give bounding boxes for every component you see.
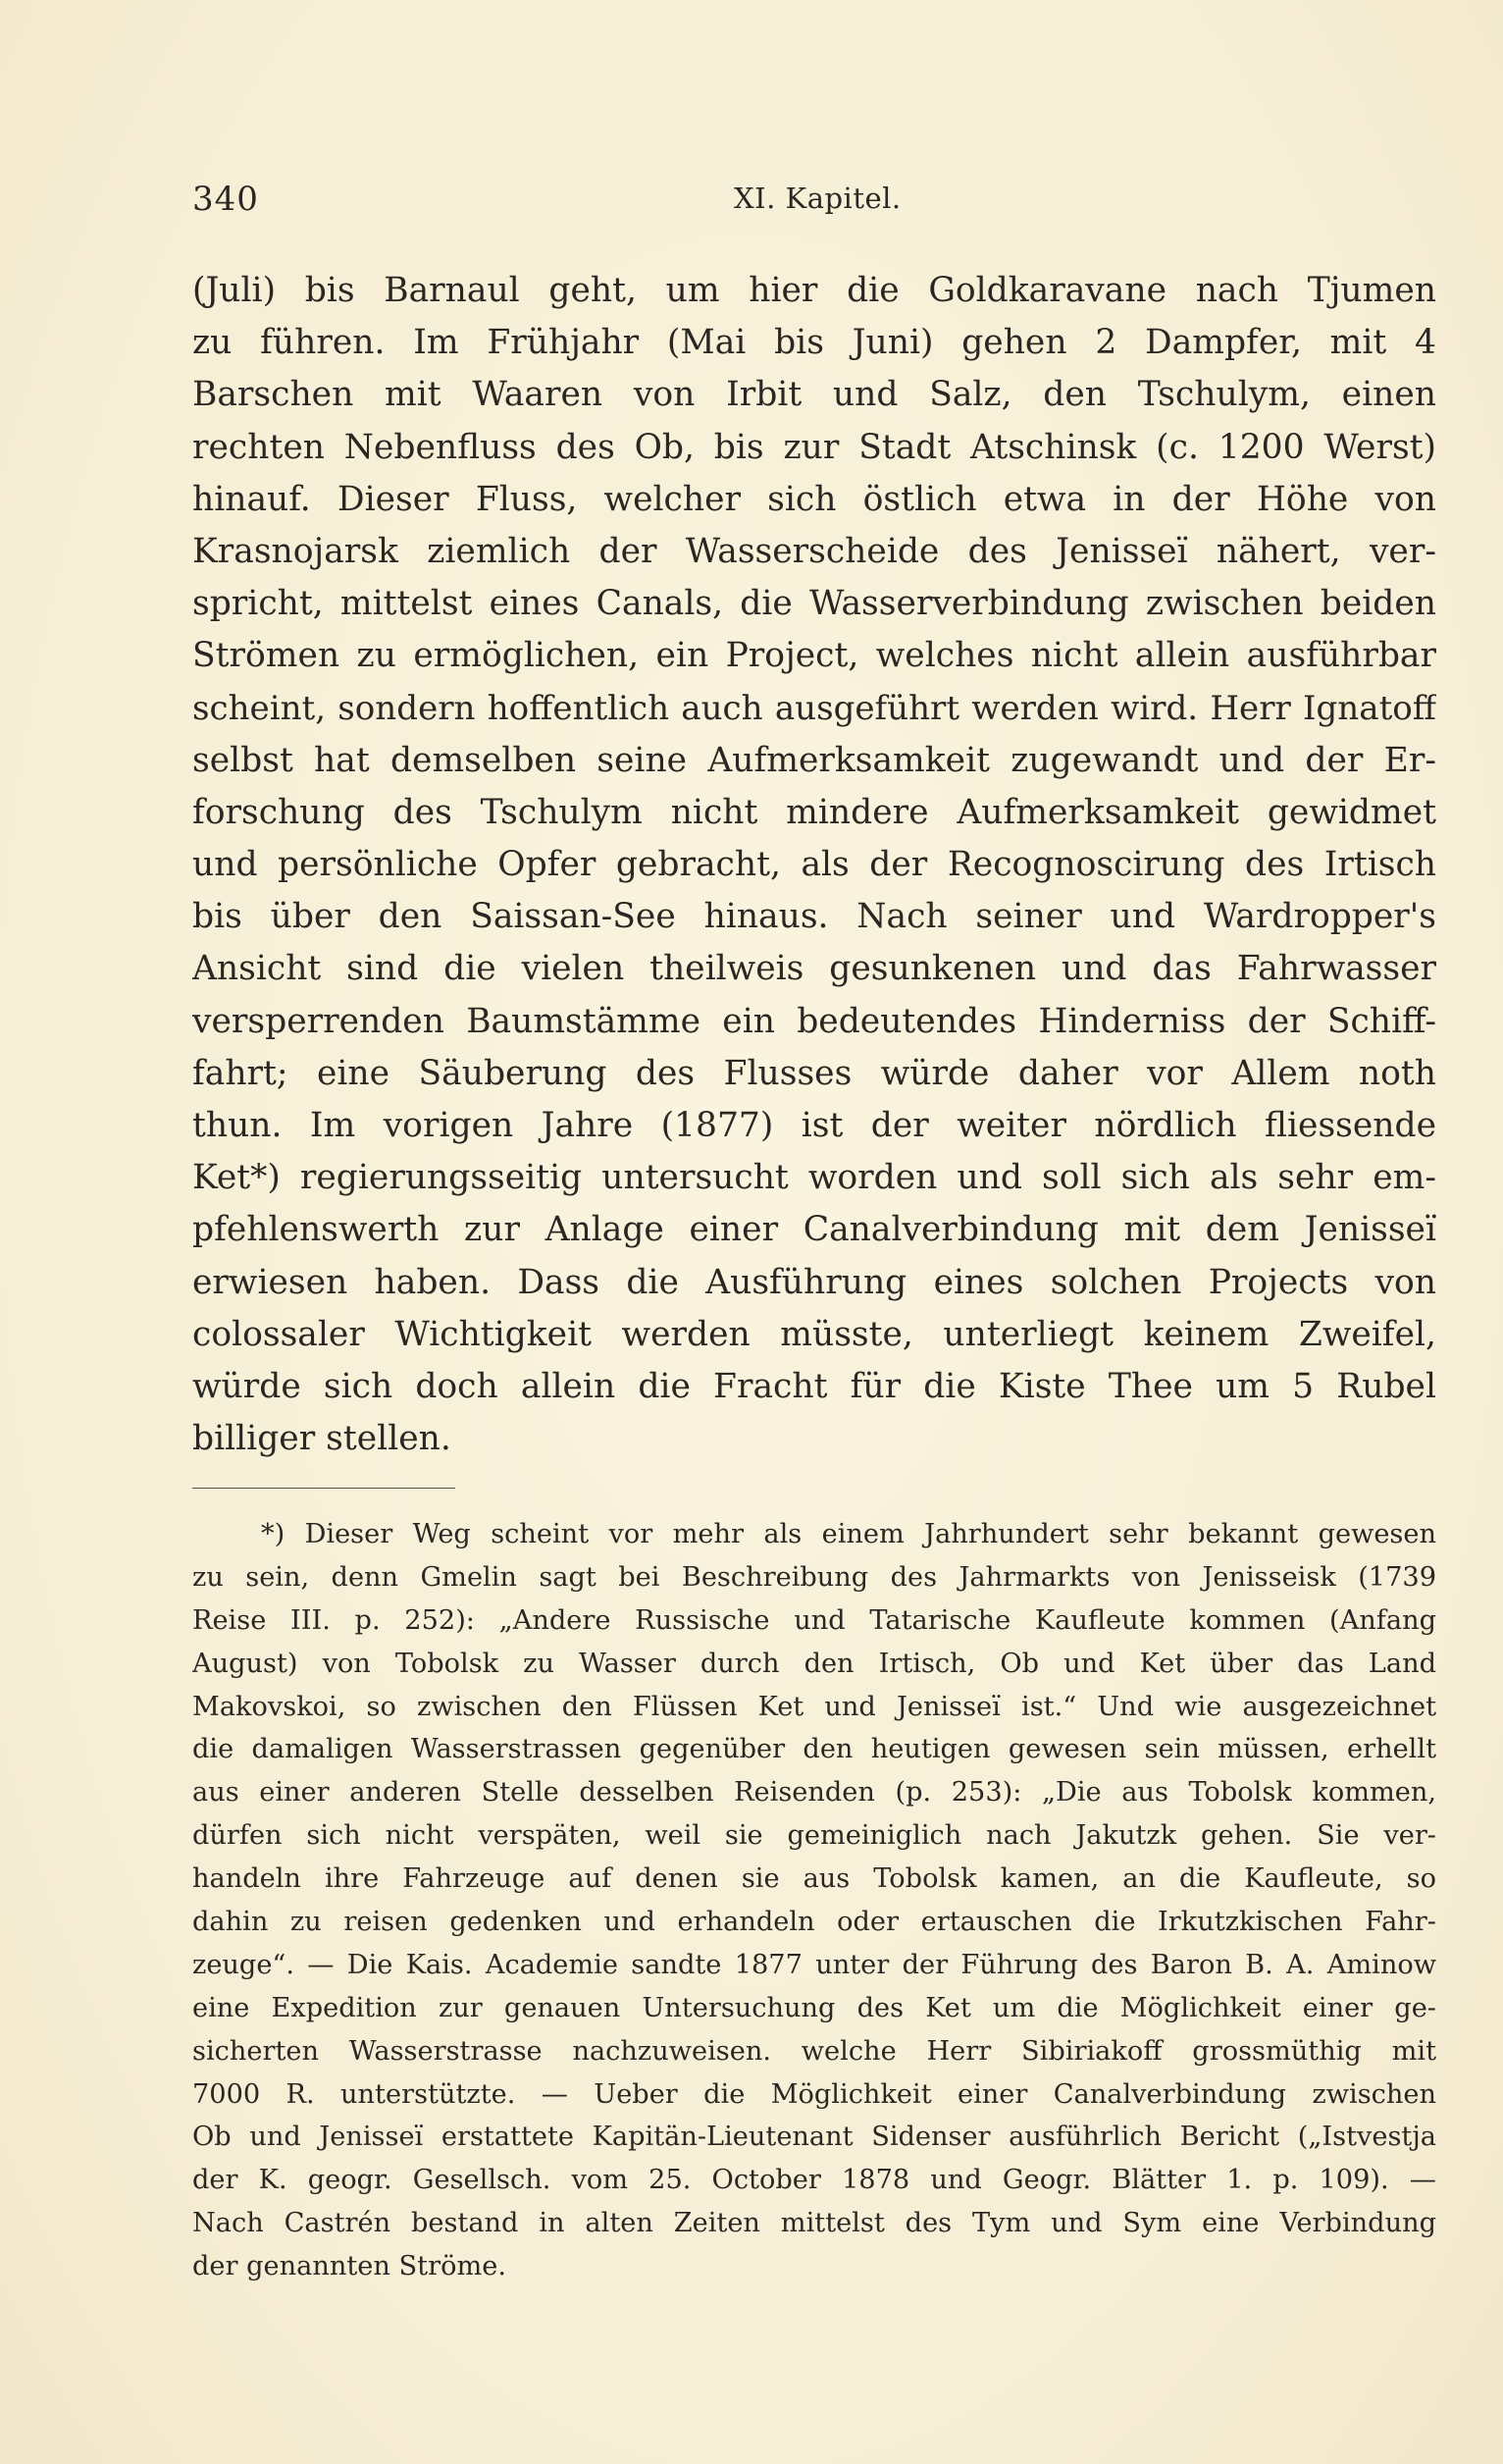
footnote-line: aus einer anderen Stelle desselben Reisenden (p. 253): „Die aus Tobolsk kommen,	[192, 1777, 1436, 1809]
text-line: bis über den Saissan-See hinaus. Nach seiner und Wardropper's	[192, 897, 1436, 937]
footnote-line: zeuge“. — Die Kais. Academie sandte 1877 unter der Führung des Baron B. A. Aminow	[192, 1949, 1436, 1980]
text-line: (Juli) bis Barnaul geht, um hier die Goldkaravane nach Tjumen	[192, 271, 1436, 310]
text-line: versperrenden Baumstämme ein bedeutendes Hinderniss der Schiff-	[192, 1001, 1436, 1041]
text-line: Strömen zu ermöglichen, ein Project, welches nicht allein ausführbar	[192, 636, 1436, 676]
main-text	[192, 265, 1436, 1465]
text-line: thun. Im vorigen Jahre (1877) ist der weiter nördlich fliessende	[192, 1106, 1436, 1145]
text-line: Ansicht sind die vielen theilweis gesunkenen und das Fahrwasser	[192, 949, 1436, 989]
text-line: selbst hat demselben seine Aufmerksamkeit zugewandt und der Er-	[192, 740, 1436, 780]
footnote-line: 7000 R. unterstützte. — Ueber die Möglichkeit einer Canalverbindung zwischen	[192, 2078, 1436, 2110]
page-header	[192, 180, 1436, 227]
footnote-line: dürfen sich nicht verspäten, weil sie gemeiniglich nach Jakutzk gehen. Sie ver-	[192, 1820, 1436, 1852]
footnote-line: Ob und Jenisseï erstattete Kapitän-Lieutenant Sidenser ausführlich Bericht („Istvestja	[192, 2122, 1436, 2153]
footnote-line: sicherten Wasserstrasse nachzuweisen. welche Herr Sibiriakoff grossmüthig mit	[192, 2035, 1436, 2067]
text-line: fahrt; eine Säuberung des Flusses würde daher vor Allem noth	[192, 1053, 1436, 1093]
footnote-line: der genannten Ströme.	[192, 2251, 506, 2282]
footnote-line: Reise III. p. 252): „Andere Russische und Tatarische Kaufleute kommen (Anfang	[192, 1604, 1436, 1636]
footnote-line: Makovskoi, so zwischen den Flüssen Ket und Jenisseï ist.“ Und wie ausgezeichnet	[192, 1691, 1436, 1722]
footnote-line: zu sein, denn Gmelin sagt bei Beschreibung des Jahrmarkts von Jenisseisk (1739	[192, 1561, 1436, 1593]
footnote-line: dahin zu reisen gedenken und erhandeln oder ertauschen die Irkutzkischen Fahr-	[192, 1907, 1436, 1938]
text-line: pfehlenswerth zur Anlage einer Canalverbindung mit dem Jenisseï	[192, 1210, 1436, 1250]
footnote-line: *) Dieser Weg scheint vor mehr als einem Jahrhundert sehr bekannt gewesen	[261, 1519, 1436, 1549]
text-line: Ket*) regierungsseitig untersucht worden und soll sich als sehr em-	[192, 1158, 1436, 1198]
text-line: würde sich doch allein die Fracht für die Kiste Thee um 5 Rubel	[192, 1366, 1436, 1406]
footnote-line: Nach Castrén bestand in alten Zeiten mittelst des Tym und Sym eine Verbindung	[192, 2208, 1436, 2239]
text-line: billiger stellen.	[192, 1419, 451, 1459]
text-line: Krasnojarsk ziemlich der Wasserscheide des Jenisseï nähert, ver-	[192, 531, 1436, 571]
text-line: forschung des Tschulym nicht mindere Aufmerksamkeit gewidmet	[192, 792, 1436, 832]
footnote-line: August) von Tobolsk zu Wasser durch den Irtisch, Ob und Ket über das Land	[192, 1648, 1436, 1679]
footnote	[192, 1513, 1436, 2288]
footnote-line: der K. geogr. Gesellsch. vom 25. October 1878 und Geogr. Blätter 1. p. 109). —	[192, 2165, 1436, 2196]
page-number: 340	[192, 180, 259, 219]
text-line: und persönliche Opfer gebracht, als der Recognoscirung des Irtisch	[192, 845, 1436, 885]
text-line: spricht, mittelst eines Canals, die Wasserverbindung zwischen beiden	[192, 584, 1436, 624]
footnote-line: die damaligen Wasserstrassen gegenüber den heutigen gewesen sein müssen, erhellt	[192, 1734, 1436, 1765]
footnote-line: eine Expedition zur genauen Untersuchung des Ket um die Möglichkeit einer ge-	[192, 1992, 1436, 2023]
text-line: rechten Nebenfluss des Ob, bis zur Stadt Atschinsk (c. 1200 Werst)	[192, 427, 1436, 467]
text-line: zu führen. Im Frühjahr (Mai bis Juni) gehen 2 Dampfer, mit 4	[192, 323, 1436, 363]
text-line: scheint, sondern hoffentlich auch ausgeführt werden wird. Herr Ignatoff	[192, 688, 1436, 728]
text-line: colossaler Wichtigkeit werden müsste, unterliegt keinem Zweifel,	[192, 1314, 1436, 1354]
footnote-separator	[192, 1488, 455, 1489]
footnote-line: handeln ihre Fahrzeuge auf denen sie aus Tobolsk kamen, an die Kaufleute, so	[192, 1863, 1436, 1895]
text-line: hinauf. Dieser Fluss, welcher sich östlich etwa in der Höhe von	[192, 479, 1436, 519]
text-line: erwiesen haben. Dass die Ausführung eines solchen Projects von	[192, 1262, 1436, 1302]
text-line: Barschen mit Waaren von Irbit und Salz, den Tschulym, einen	[192, 375, 1436, 415]
running-head: XI. Kapitel.	[734, 182, 902, 215]
